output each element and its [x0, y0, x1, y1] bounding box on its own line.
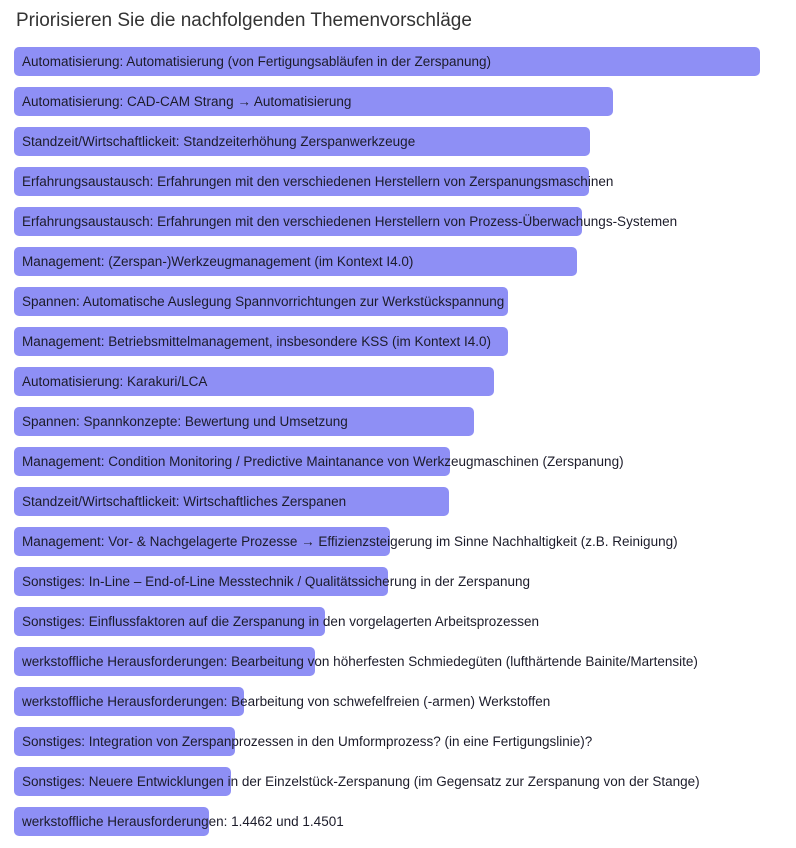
bar-row [14, 284, 796, 324]
bar-chart [14, 44, 796, 844]
bar-row [14, 804, 796, 844]
bar-label: Automatisierung: CAD-CAM Strang → Automatisierung [22, 94, 352, 109]
bar-label: Standzeit/Wirtschaftlickeit: Wirtschaftliches Zerspanen [22, 494, 347, 509]
bar-row [14, 324, 796, 364]
bar-label: Automatisierung: Karakuri/LCA [22, 374, 208, 389]
bar-label: Management: Condition Monitoring / Predictive Maintanance von Werkzeugmaschinen (Zerspanung) [22, 454, 624, 469]
bar-label: Erfahrungsaustausch: Erfahrungen mit den verschiedenen Herstellern von Prozess-Überwachungs-Systemen [22, 214, 678, 229]
bar-label: werkstoffliche Herausforderungen: Bearbeitung von höherfesten Schmiedegüten (lufthärtende Bainite/Martensite) [22, 654, 698, 669]
bar-row [14, 124, 796, 164]
bar-label: Sonstiges: In-Line – End-of-Line Messtechnik / Qualitätssicherung in der Zerspanung [22, 574, 531, 589]
bar-row [14, 604, 796, 644]
bar-row [14, 44, 796, 84]
bar-label: Sonstiges: Einflussfaktoren auf die Zerspanung in den vorgelagerten Arbeitsprozessen [22, 614, 540, 629]
bar-row [14, 204, 796, 244]
bar-row [14, 524, 796, 564]
bar-label: Management: Betriebsmittelmanagement, insbesondere KSS (im Kontext I4.0) [22, 334, 491, 349]
bar-row [14, 244, 796, 284]
bar-label: Sonstiges: Neuere Entwicklungen in der Einzelstück-Zerspanung (im Gegensatz zur Zerspanung von der Stange) [22, 774, 700, 789]
bar-label: werkstoffliche Herausforderungen: 1.4462 und 1.4501 [22, 814, 344, 829]
bar-row [14, 84, 796, 124]
bar-row [14, 684, 796, 724]
bar-row [14, 444, 796, 484]
bar-label: Automatisierung: Automatisierung (von Fertigungsabläufen in der Zerspanung) [22, 54, 492, 69]
bar-label: Erfahrungsaustausch: Erfahrungen mit den verschiedenen Herstellern von Zerspanungsmaschinen [22, 174, 614, 189]
chart-title: Priorisieren Sie die nachfolgenden Themenvorschläge [16, 10, 472, 31]
bar-label: Spannen: Automatische Auslegung Spannvorrichtungen zur Werkstückspannung [22, 294, 505, 309]
bar-row [14, 364, 796, 404]
bar-row [14, 764, 796, 804]
bar-label: werkstoffliche Herausforderungen: Bearbeitung von schwefelfreien (-armen) Werkstoffen [22, 694, 551, 709]
bar-row [14, 484, 796, 524]
bar-label: Sonstiges: Integration von Zerspanprozessen in den Umformprozess? (in eine Fertigungslinie)? [22, 734, 593, 749]
bar-label: Spannen: Spannkonzepte: Bewertung und Umsetzung [22, 414, 348, 429]
bar-row [14, 404, 796, 444]
bar-row [14, 644, 796, 684]
bar-label: Management: (Zerspan-)Werkzeugmanagement (im Kontext I4.0) [22, 254, 414, 269]
bar-row [14, 564, 796, 604]
bar-row [14, 724, 796, 764]
bar-row [14, 164, 796, 204]
bar-label: Standzeit/Wirtschaftlickeit: Standzeiterhöhung Zerspanwerkzeuge [22, 134, 416, 149]
bar-label: Management: Vor- & Nachgelagerte Prozesse → Effizienzsteigerung im Sinne Nachhaltigkeit (z.B. Reinigung) [22, 534, 678, 549]
